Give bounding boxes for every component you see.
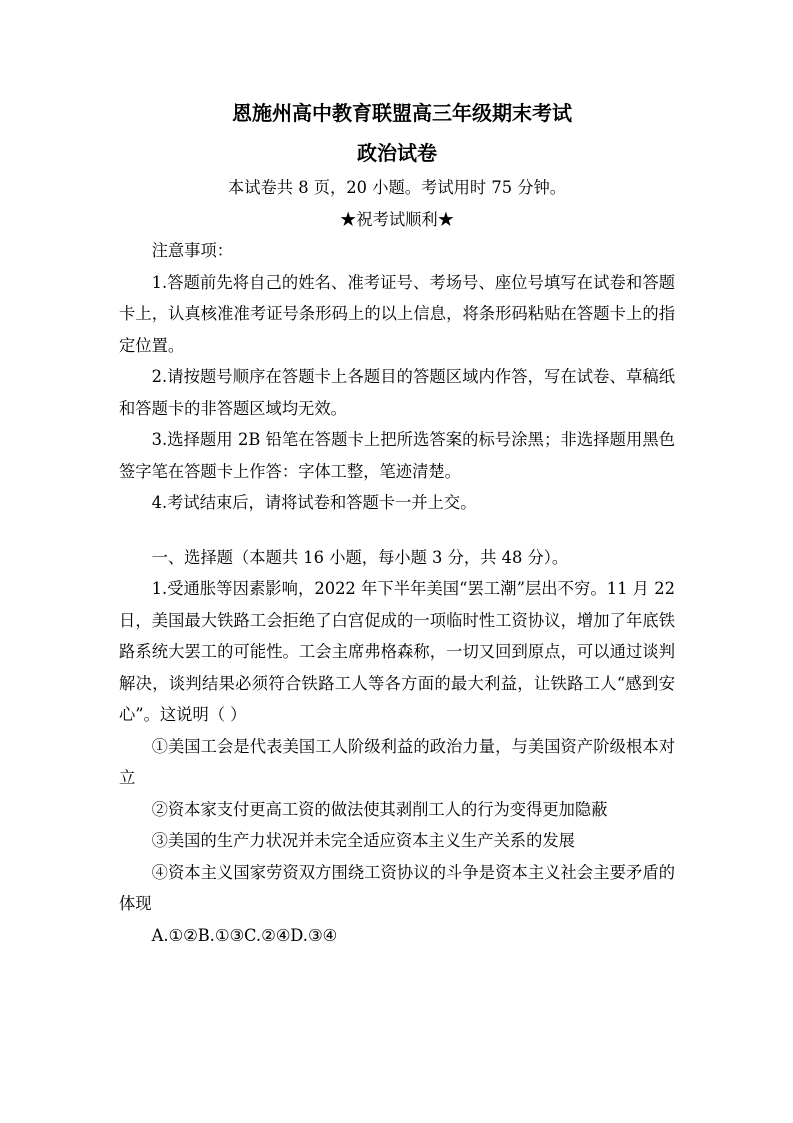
exam-title: 恩施州高中教育联盟高三年级期末考试 [232,101,572,125]
section-heading: 一、选择题（本题共 16 小题，每小题 3 分，共 48 分）。 [151,547,569,567]
note-item: 2.请按题号顺序在答题卡上各题目的答题区域内作答，写在试卷、草稿纸和答题卡的非答题区域均无效。 [119,367,675,418]
answer-options: A.①②B.①③C.②④D.③④ [151,925,338,945]
question-statement: ②资本家支付更高工资的做法使其剥削工人的行为变得更加隐蔽 [151,799,608,819]
notes-heading: 注意事项： [151,241,234,260]
exam-page [119,96,675,951]
note-item: 1.答题前先将自己的姓名、准考证号、考场号、座位号填写在试卷和答题卡上，认真核准准考证号条形码上的以上信息，将条形码粘贴在答题卡上的指定位置。 [119,272,675,355]
question-stem: 1.受通胀等因素影响，2022 年下半年美国“罢工潮”层出不穷。11 月 22 日，美国最大铁路工会拒绝了白宫促成的一项临时性工资协议，增加了年底铁路系统大罢工的可能性。工会主席弗格森称，一切又回到原点，可以通过谈判解决，谈判结果必须符合铁路工人等各方面的最大利益，让铁路工人“感到安心”。这说明（ ） [119,579,675,724]
exam-subtitle: 政治试卷 [357,141,437,165]
question-statement: ④资本主义国家劳资双方围绕工资协议的斗争是资本主义社会主要矛盾的体现 [119,862,675,913]
note-item: 3.选择题用 2B 铅笔在答题卡上把所选答案的标号涂黑；非选择题用黑色签字笔在答题卡上作答：字体工整，笔迹清楚。 [119,430,675,481]
question-statement: ③美国的生产力状况并未完全适应资本主义生产关系的发展 [151,831,575,850]
spacer [119,519,675,542]
exam-wish: ★祝考试顺利★ [340,209,454,229]
question-statement: ①美国工会是代表美国工人阶级利益的政治力量，与美国资产阶级根本对立 [119,736,675,787]
exam-info: 本试卷共 8 页，20 小题。考试用时 75 分钟。 [227,178,567,197]
note-item: 4.考试结束后，请将试卷和答题卡一并上交。 [151,493,477,512]
